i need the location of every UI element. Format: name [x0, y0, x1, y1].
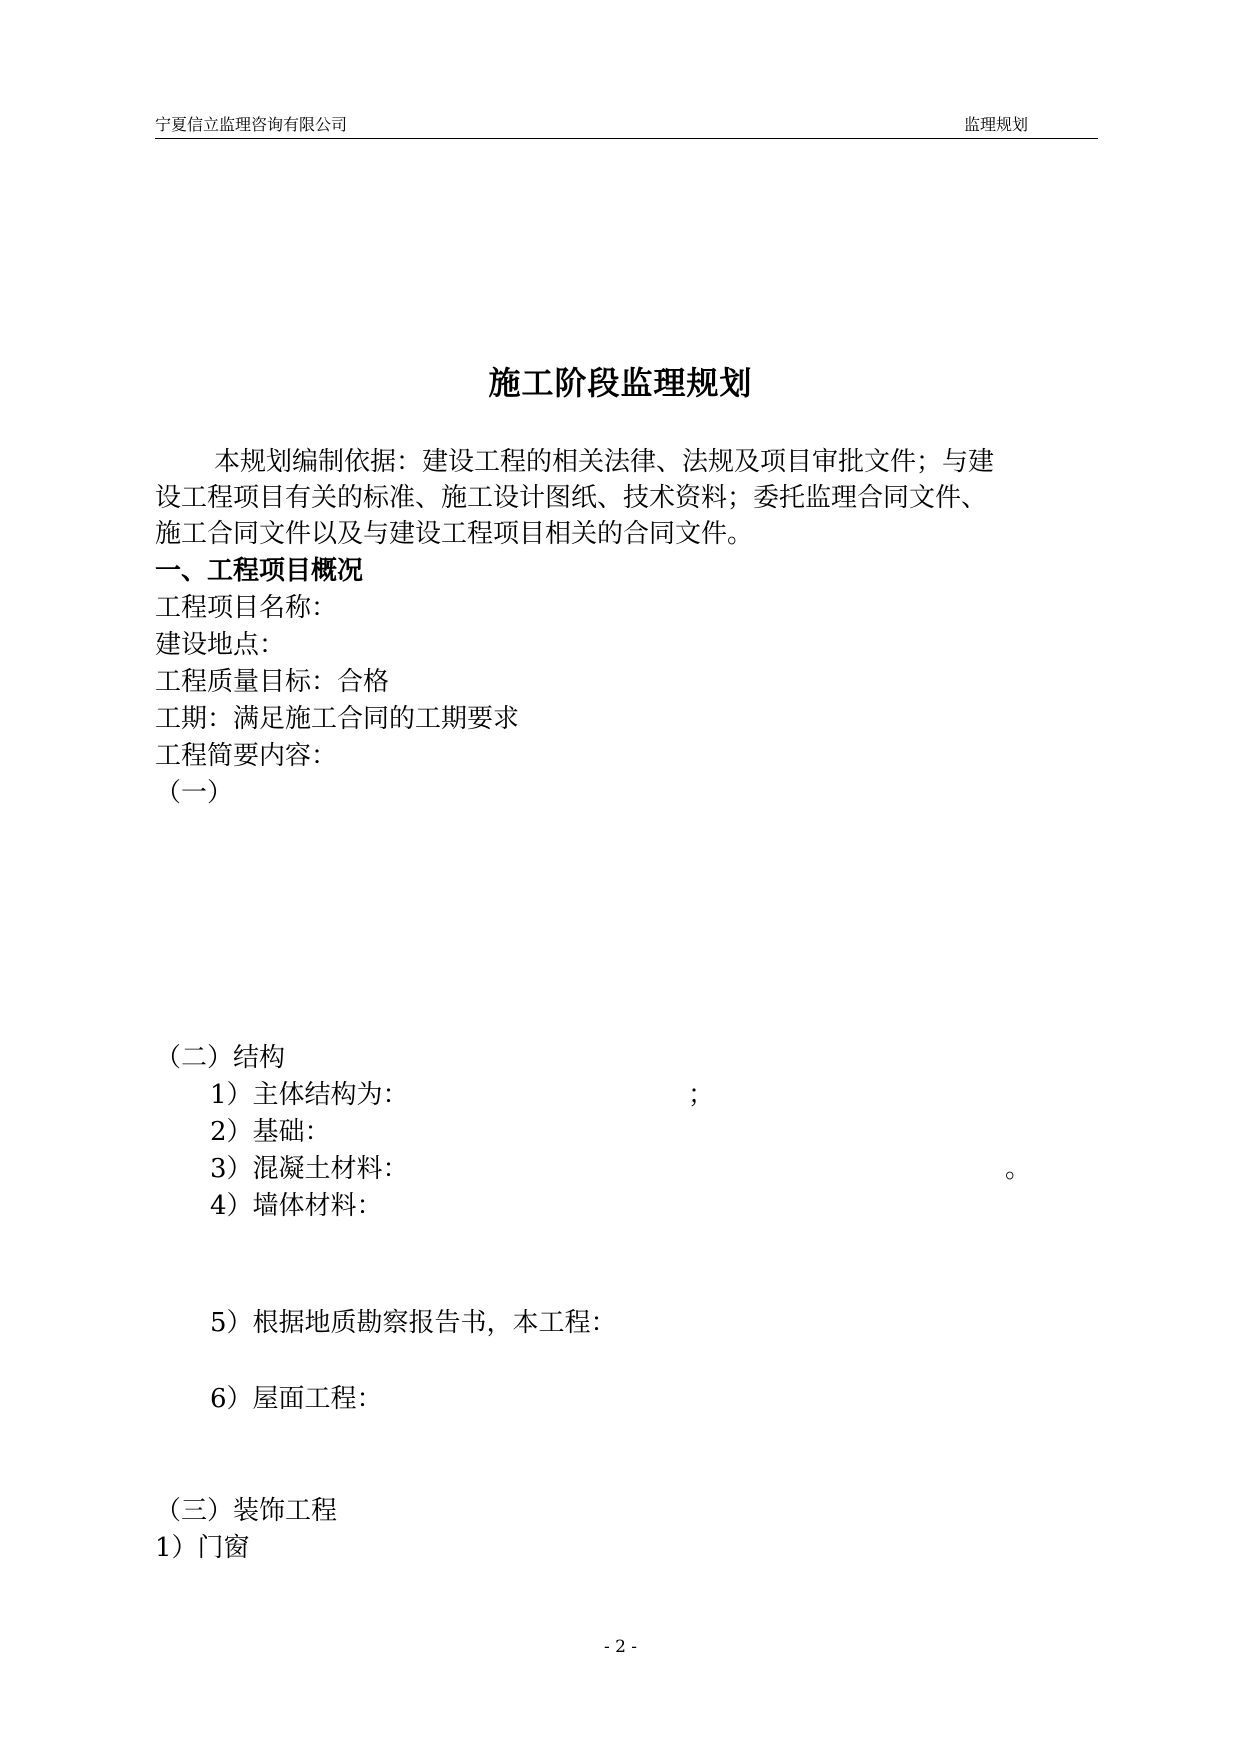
page-number: - 2 -: [603, 1637, 638, 1657]
field-duration: 工期：满足施工合同的工期要求: [155, 704, 520, 734]
subsection-3-heading: （三）装饰工程: [155, 1496, 338, 1526]
intro-line-2: 设工程项目有关的标准、施工设计图纸、技术资料；委托监理合同文件、: [155, 483, 988, 513]
header-doc-type: 监理规划: [963, 115, 1028, 134]
subsection-1-heading: （一）: [155, 778, 234, 808]
structure-item-4: 4）墙体材料：: [210, 1191, 383, 1221]
intro-line-1: 本规划编制依据：建设工程的相关法律、法规及项目审批文件；与建: [214, 447, 995, 477]
section-heading: 一、工程项目概况: [155, 556, 364, 586]
structure-item-3: 3）混凝土材料：: [210, 1154, 409, 1184]
document-title: 施工阶段监理规划: [488, 364, 753, 402]
decoration-item-1: 1）门窗: [155, 1533, 250, 1563]
structure-item-5: 5）根据地质勘察报告书，本工程：: [210, 1308, 617, 1338]
intro-line-3: 施工合同文件以及与建设工程项目相关的合同文件。: [155, 519, 754, 549]
field-summary: 工程简要内容：: [155, 741, 338, 771]
structure-item-1-end: ；: [688, 1080, 715, 1110]
field-quality-target: 工程质量目标：合格: [155, 667, 390, 697]
field-location: 建设地点：: [155, 630, 286, 660]
header-company: 宁夏信立监理咨询有限公司: [155, 115, 348, 134]
page-header: [155, 108, 1098, 139]
structure-item-6: 6）屋面工程：: [210, 1384, 383, 1414]
structure-item-1: 1）主体结构为：: [210, 1080, 409, 1110]
structure-item-3-end: 。: [1005, 1154, 1032, 1184]
subsection-2-heading: （二）结构: [155, 1043, 286, 1073]
field-project-name: 工程项目名称：: [155, 593, 338, 623]
structure-item-2: 2）基础：: [210, 1117, 331, 1147]
